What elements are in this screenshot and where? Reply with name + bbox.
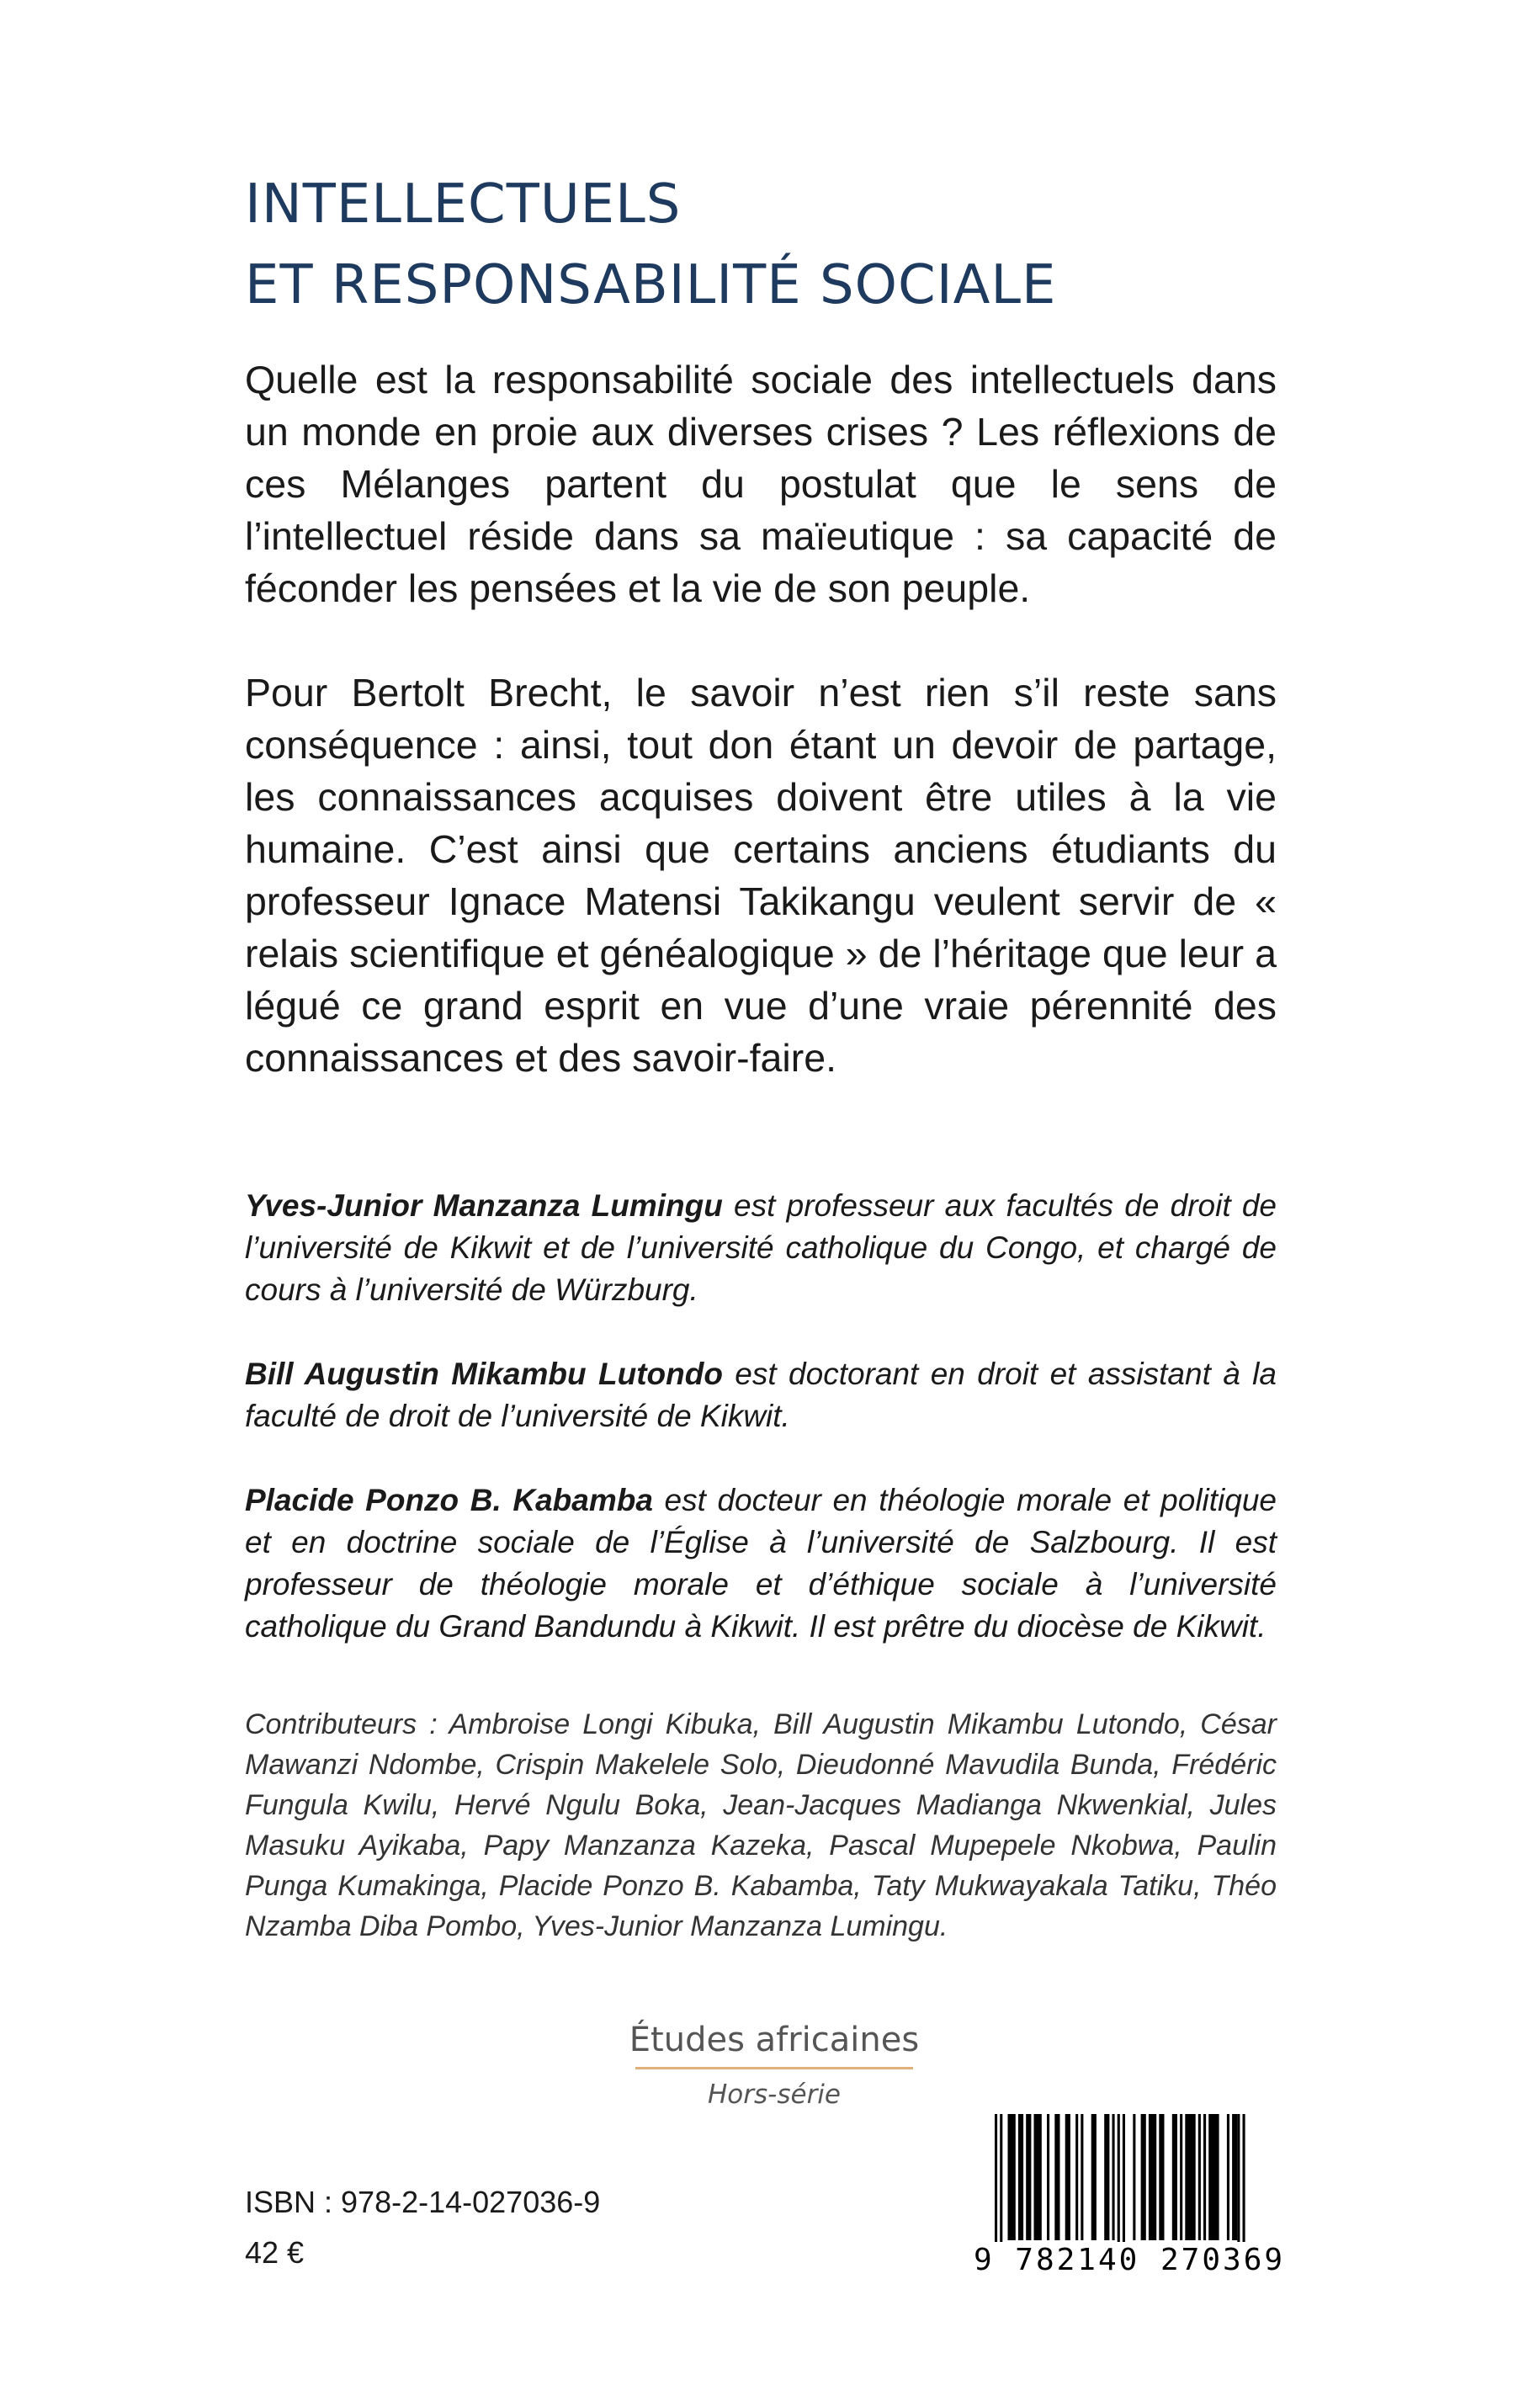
author-bio — [245, 1185, 1277, 1311]
book-title-line-2: ET RESPONSABILITÉ SOCIALE — [245, 254, 1057, 316]
barcode-bar — [1141, 2114, 1146, 2240]
price: 42 € — [245, 2235, 305, 2270]
author-bio — [245, 1353, 1277, 1437]
series-name: Études africaines — [629, 2021, 920, 2059]
barcode-bar — [1180, 2114, 1182, 2240]
barcode-bar — [1133, 2114, 1135, 2240]
summary-paragraph-1: Quelle est la responsabilité sociale des intellectuels dans un monde en proie aux diverses crises ? Les réflexions de ces Mélanges partent du postulat que le sens de l’intellectuel réside dans sa maïeutique : sa capacité de féconder les pensées et la vie de son peuple. — [245, 358, 1277, 610]
barcode-bar — [1018, 2114, 1023, 2240]
barcode-bar — [1081, 2114, 1083, 2240]
author-name: Placide Ponzo B. Kabamba — [245, 1483, 653, 1517]
barcode-bar — [1232, 2114, 1237, 2240]
barcode-bar — [1203, 2114, 1206, 2240]
barcode-bar — [1034, 2114, 1042, 2240]
summary — [245, 353, 1277, 1084]
barcode-bar — [1008, 2114, 1016, 2240]
barcode-bar — [1104, 2114, 1109, 2240]
author-bio-text: est docteur en théologie morale et politique et en doctrine sociale de l’Église à l’université de Salzbourg. Il est professeur de théologie morale et d’éthique sociale à l’université catholique du Grand Bandundu à Kikwit. Il est prêtre du diocèse de Kikwit. — [245, 1483, 1277, 1644]
barcode-bar — [1159, 2114, 1164, 2240]
book-title — [245, 164, 1056, 326]
isbn: ISBN : 978-2-14-027036-9 — [245, 2185, 601, 2219]
barcode-bar — [1075, 2114, 1078, 2240]
barcode-bar — [1172, 2114, 1177, 2240]
barcode-bar — [1091, 2114, 1097, 2240]
author-name: Bill Augustin Mikambu Lutondo — [245, 1357, 723, 1391]
author-bio-text: est professeur aux facultés de droit de l’université de Kikwit et de l’université catholique du Congo, et chargé de cours à l’université de Würzburg. — [245, 1188, 1277, 1307]
author-bios — [245, 1185, 1277, 1690]
series-divider — [635, 2067, 913, 2069]
book-title-line-1: INTELLECTUELS — [245, 173, 682, 236]
barcode-bar — [1065, 2114, 1070, 2240]
contributors-list: Contributeurs : Ambroise Longi Kibuka, Bill Augustin Mikambu Lutondo, César Mawanzi Ndombe, Crispin Makelele Solo, Dieudonné Mavudila Bunda, Frédéric Fungula Kwilu, Hervé Ngulu Boka, Jean-Jacques Madianga Nkwenkial, Jules Masuku Ayikaba, Papy Manzanza Kazeka, Pascal Mupepele Nkobwa, Paulin Punga Kumakinga, Placide Ponzo B. Kabamba, Taty Mukwayakala Tatiku, Théo Nzamba Diba Pombo, Yves-Junior Manzanza Lumingu. — [245, 1708, 1277, 1942]
barcode-bar — [1227, 2114, 1229, 2240]
barcode-bar — [1185, 2114, 1195, 2240]
barcode-digits: 9 782140 270369 — [973, 2243, 1286, 2277]
barcode-bar — [1113, 2114, 1115, 2240]
series-logo — [589, 2018, 959, 2113]
barcode-bar — [1149, 2114, 1156, 2240]
barcode-bar — [1047, 2114, 1049, 2240]
author-bio-text: est doctorant en droit et assistant à la faculté de droit de l’université de Kikwit. — [245, 1357, 1277, 1433]
summary-paragraph-2: Pour Bertolt Brecht, le savoir n’est rien s’il reste sans conséquence : ainsi, tout don étant un devoir de partage, les connaissances acquises doivent être utiles à la vie humaine. C’est ainsi que certains anciens étudiants du professeur Ignace Matensi Takikangu veulent servir de « relais scientifique et généalogique » de l’héritage que leur a légué ce grand esprit en vue d’une vraie pérennité des connaissances et des savoir-faire. — [245, 671, 1277, 1080]
barcode — [973, 2114, 1286, 2281]
author-name: Yves-Junior Manzanza Lumingu — [245, 1188, 723, 1223]
barcode-bar — [1054, 2114, 1059, 2240]
author-bio — [245, 1479, 1277, 1648]
barcode-bar — [1208, 2114, 1219, 2240]
series-subtitle: Hors-série — [707, 2080, 841, 2110]
barcode-bar — [1198, 2114, 1201, 2240]
barcode-bar — [1026, 2114, 1031, 2240]
